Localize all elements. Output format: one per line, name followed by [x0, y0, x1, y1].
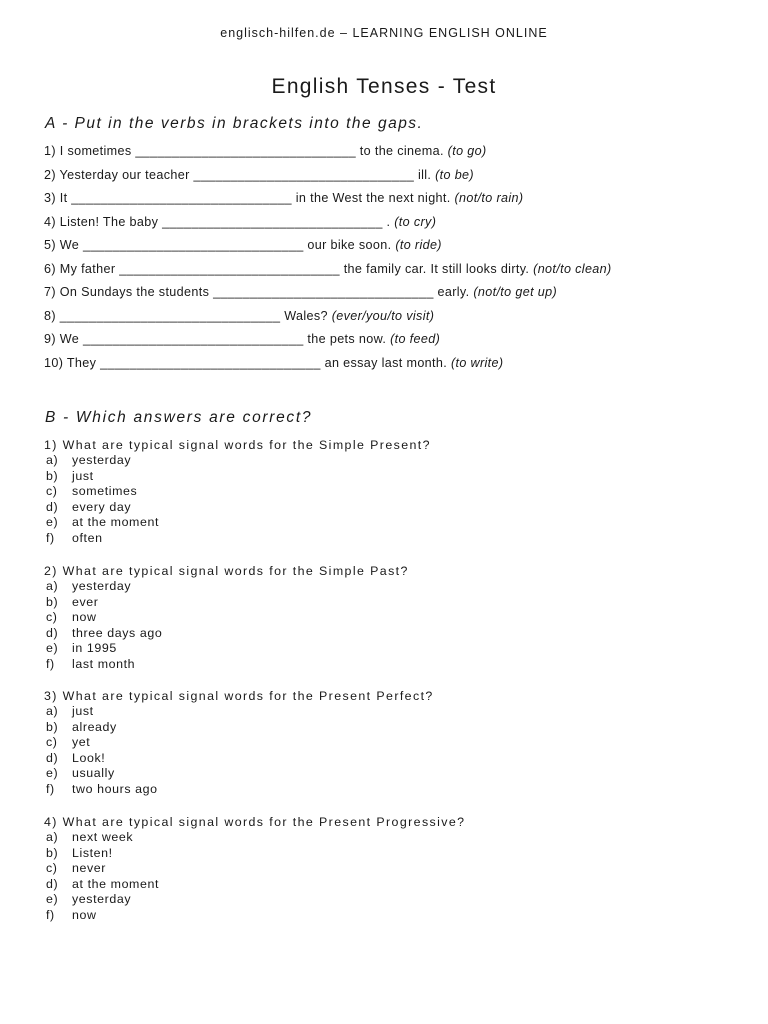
answer-option	[44, 657, 409, 673]
verb-hint: (to feed)	[390, 332, 441, 346]
verb-hint: (to go)	[447, 144, 487, 158]
gap-fill-sentence: 2) Yesterday our teacher ______________________________ ill.	[44, 167, 432, 182]
option-text: already	[72, 719, 117, 734]
site-header: englisch-hilfen.de – LEARNING ENGLISH ONLINE	[220, 26, 548, 40]
option-letter: a)	[46, 579, 59, 593]
option-letter: a)	[46, 453, 59, 467]
option-letter: e)	[46, 892, 59, 907]
option-text: yet	[72, 735, 91, 750]
answer-option	[44, 861, 465, 877]
option-letter: c)	[46, 610, 58, 625]
option-text: often	[72, 530, 103, 545]
option-text: yesterday	[72, 579, 132, 593]
answer-options	[44, 579, 409, 673]
answer-option	[44, 500, 431, 516]
gap-fill-sentence: 1) I sometimes ______________________________ to the cinema.	[44, 144, 444, 158]
option-letter: f)	[46, 907, 55, 922]
verb-hint: (to write)	[450, 355, 504, 370]
gap-fill-item	[44, 141, 612, 165]
option-text: now	[72, 610, 97, 625]
verb-hint: (to cry)	[394, 214, 437, 229]
answer-options	[44, 830, 465, 924]
option-text: just	[72, 704, 94, 718]
answer-options	[44, 704, 434, 798]
page-title: English Tenses - Test	[271, 75, 497, 98]
gap-fill-sentence: 3) It ______________________________ in the West the next night.	[44, 191, 451, 205]
option-letter: e)	[46, 766, 59, 781]
question-block	[44, 688, 434, 798]
option-letter: f)	[46, 781, 55, 796]
option-text: Listen!	[72, 845, 113, 860]
section-a-heading: A - Put in the verbs in brackets into the gaps.	[45, 115, 424, 132]
option-text: every day	[72, 499, 132, 514]
answer-options	[44, 453, 431, 547]
option-letter: d)	[46, 750, 59, 765]
gap-fill-sentence: 10) They ______________________________ an essay last month.	[44, 355, 448, 370]
option-text: sometimes	[72, 484, 138, 499]
option-text: just	[72, 468, 94, 483]
option-text: in 1995	[72, 641, 117, 656]
option-letter: e)	[46, 515, 59, 530]
option-letter: c)	[46, 484, 58, 499]
option-letter: f)	[46, 530, 55, 545]
gap-fill-item	[44, 212, 612, 236]
gap-fill-item	[44, 165, 612, 189]
gap-fill-sentence: 8) ______________________________ Wales?	[44, 308, 328, 323]
option-text: now	[72, 907, 97, 922]
section-b-heading: B - Which answers are correct?	[45, 409, 313, 426]
option-letter: f)	[46, 656, 55, 671]
answer-option	[44, 735, 434, 751]
option-letter: a)	[46, 704, 59, 718]
gap-fill-list	[44, 141, 612, 376]
option-text: yesterday	[72, 453, 132, 467]
verb-hint: (to be)	[435, 167, 474, 182]
gap-fill-sentence: 7) On Sundays the students ______________________________ early.	[44, 285, 470, 299]
answer-option	[44, 704, 434, 720]
answer-option	[44, 579, 409, 595]
option-text: two hours ago	[72, 781, 158, 796]
answer-option	[44, 641, 409, 657]
answer-option	[44, 751, 434, 767]
answer-option	[44, 595, 409, 611]
option-text: ever	[72, 594, 99, 609]
answer-option	[44, 892, 465, 908]
option-letter: b)	[46, 594, 59, 609]
option-text: Look!	[72, 750, 106, 765]
option-text: at the moment	[72, 876, 160, 891]
question-text: 1) What are typical signal words for the Simple Present?	[44, 438, 431, 452]
verb-hint: (not/to clean)	[533, 261, 612, 276]
verb-hint: (ever/you/to visit)	[331, 308, 435, 323]
answer-option	[44, 846, 465, 862]
option-text: yesterday	[72, 892, 132, 907]
gap-fill-sentence: 4) Listen! The baby ______________________________ .	[44, 214, 391, 229]
option-letter: d)	[46, 499, 59, 514]
gap-fill-sentence: 5) We ______________________________ our bike soon.	[44, 238, 392, 252]
gap-fill-item	[44, 259, 612, 283]
answer-option	[44, 531, 431, 547]
option-letter: c)	[46, 861, 58, 876]
option-text: never	[72, 861, 106, 876]
answer-option	[44, 720, 434, 736]
answer-option	[44, 626, 409, 642]
option-letter: a)	[46, 830, 59, 844]
option-letter: b)	[46, 845, 59, 860]
answer-option	[44, 830, 465, 846]
question-text: 3) What are typical signal words for the Present Perfect?	[44, 689, 434, 703]
option-letter: d)	[46, 625, 59, 640]
answer-option	[44, 610, 409, 626]
verb-hint: (to ride)	[395, 238, 442, 252]
gap-fill-item	[44, 188, 612, 212]
question-text: 4) What are typical signal words for the Present Progressive?	[44, 815, 466, 829]
option-text: next week	[72, 830, 134, 844]
gap-fill-item	[44, 235, 612, 259]
answer-option	[44, 877, 465, 893]
answer-option	[44, 469, 431, 485]
verb-hint: (not/to rain)	[454, 191, 524, 205]
answer-option	[44, 453, 431, 469]
option-letter: b)	[46, 719, 59, 734]
question-block	[44, 814, 465, 924]
gap-fill-item	[44, 329, 612, 353]
option-letter: c)	[46, 735, 58, 750]
answer-option	[44, 484, 431, 500]
question-block	[44, 437, 431, 547]
question-block	[44, 563, 409, 673]
answer-option	[44, 515, 431, 531]
gap-fill-item	[44, 306, 612, 330]
option-letter: e)	[46, 641, 59, 656]
verb-hint: (not/to get up)	[473, 285, 558, 299]
option-letter: d)	[46, 876, 59, 891]
gap-fill-item	[44, 353, 612, 377]
gap-fill-sentence: 9) We ______________________________ the pets now.	[44, 332, 387, 346]
question-text: 2) What are typical signal words for the Simple Past?	[44, 564, 409, 578]
answer-option	[44, 908, 465, 924]
answer-option	[44, 766, 434, 782]
option-text: last month	[72, 656, 136, 671]
option-text: usually	[72, 766, 115, 781]
option-text: at the moment	[72, 515, 160, 530]
answer-option	[44, 782, 434, 798]
gap-fill-item	[44, 282, 612, 306]
gap-fill-sentence: 6) My father ______________________________ the family car. It still looks dirty.	[44, 261, 530, 276]
option-text: three days ago	[72, 625, 163, 640]
option-letter: b)	[46, 468, 59, 483]
